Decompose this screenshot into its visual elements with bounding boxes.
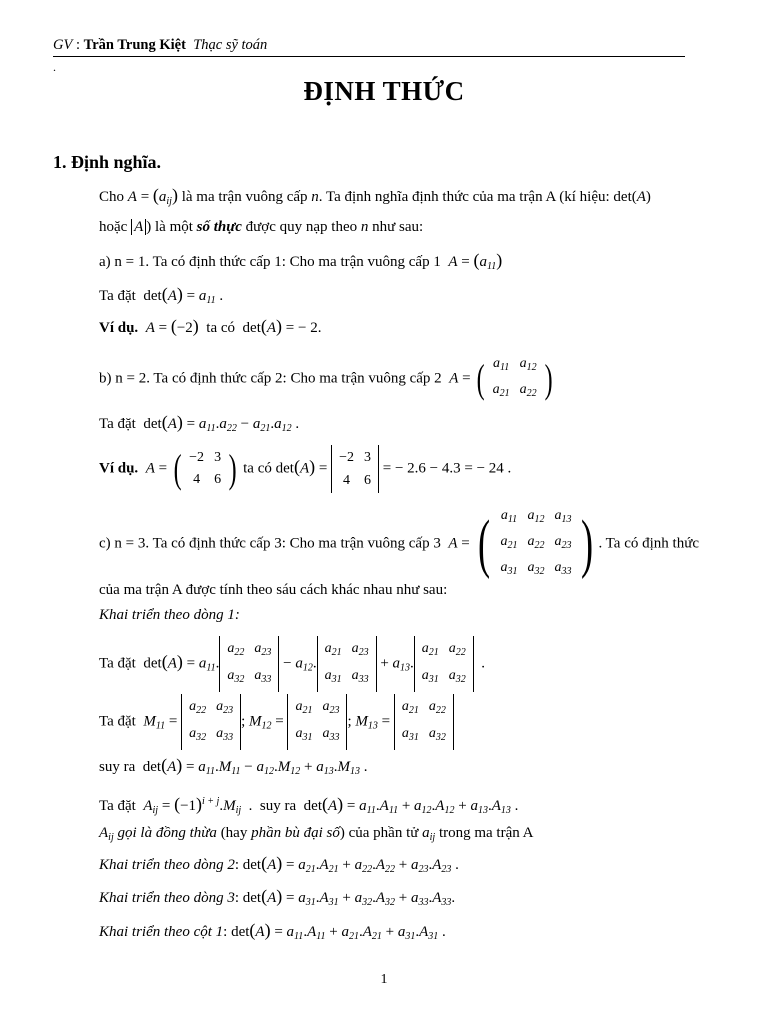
section-heading: 1. Định nghĩa. — [53, 152, 162, 172]
text: Ta đặt — [99, 713, 136, 730]
text: hoặc — [99, 219, 132, 235]
text: ) — [645, 189, 651, 205]
text: Khai triển theo dòng 3 — [99, 890, 235, 906]
text: a) n = 1. Ta có định thức cấp 1: Cho ma trận vuông cấp 1 — [99, 254, 441, 270]
example-1: Ví dụ. A = (−2) ta có det(A) = − 2. — [99, 316, 322, 336]
text: ) là một — [146, 219, 197, 235]
text: A — [636, 189, 646, 205]
case-n1-def: Ta đặt $\det(A) = a_{11}$ . — [99, 284, 224, 306]
text: n — [360, 219, 369, 235]
text: Khai triển theo dòng 2 — [99, 857, 235, 873]
text: được quy nạp theo — [241, 219, 361, 235]
case-n2-def: Ta đặt $\det(A) = a_{11}.a_{22} - a_{21}.a_{12}$ . — [99, 412, 300, 434]
text: đồng thừa — [155, 825, 217, 841]
cofactor-definition: Ta đặt $A_{ij} = (-1)^{i + j}.M_{ij}$ . suy ra $\det(A) = a_{11}.A_{11} + a_{12}.A_{12} + a_{13}.A_{13}$ . — [99, 794, 519, 816]
text: là ma trận vuông cấp — [177, 189, 312, 205]
text: n — [311, 189, 319, 205]
text: b) n = 2. Ta có định thức cấp 2: Cho ma trận vuông cấp 2 — [99, 370, 442, 387]
text: . Ta có định thức — [598, 535, 699, 552]
page-title: ĐỊNH THỨC — [303, 76, 465, 106]
text: Ta đặt — [99, 288, 136, 304]
text: Ta đặt — [99, 798, 136, 814]
text: Khai triển theo cột 1 — [99, 924, 224, 940]
minor-expansion: suy ra $\det(A) = a_{11}.M_{11} - a_{12}.M_{12} + a_{13}.M_{13}$ . — [99, 755, 368, 777]
text: như sau: — [368, 219, 424, 235]
text: (hay — [216, 825, 252, 841]
case-n3: c) n = 3. Ta có định thức cấp 3: Cho ma trận vuông cấp 3 A = ( $a_{11}$ $a_{12}$ $a_{13}$ $a_{21}$ $a_{22}$ $a_{23}$ $a_{31}$ $a_{32}$ $a_{33}$ ) . Ta có định thức — [99, 507, 699, 580]
text: Ta đặt — [99, 655, 136, 672]
text: suy ra — [259, 798, 297, 814]
header-sep: : — [72, 37, 84, 53]
expand-row1-title: Khai triển theo dòng 1: — [99, 607, 240, 623]
definition-line-1: Cho $A = (a_{ij})$ là ma trận vuông cấp n. Ta định nghĩa định thức của ma trận A (kí hiệu: det(A) — [99, 185, 651, 207]
text: ta có — [243, 460, 272, 477]
expand-col1: Khai triển theo cột 1: $\det(A) = a_{11}.A_{11} + a_{21}.A_{21} + a_{31}.A_{31}$ . — [99, 920, 446, 942]
definition-line-2: hoặc A ) là một số thực được quy nạp theo n như sau: — [99, 219, 424, 235]
text: ta có — [206, 320, 236, 336]
text: phần bù đại số — [251, 825, 340, 841]
header-dot: . — [53, 60, 56, 74]
header-author: Trần Trung Kiệt — [83, 37, 186, 53]
page-number: 1 — [380, 972, 388, 987]
text: suy ra — [99, 759, 136, 775]
example-2: Ví dụ. A = ( −2 3 4 6 ) ta có det(A) = −2 3 4 6 = − 2.6 − 4.3 = − 24 . — [99, 446, 512, 491]
text: ) của phần tử — [339, 825, 423, 841]
case-n2: b) n = 2. Ta có định thức cấp 2: Cho ma trận vuông cấp 2 A = ( $a_{11}$ $a_{12}$ $a_{21}$ $a_{22}$ ) — [99, 356, 553, 401]
text: c) n = 3. Ta có định thức cấp 3: Cho ma trận vuông cấp 3 — [99, 535, 441, 552]
text: Cho — [99, 189, 128, 205]
header-degree: Thạc sỹ toán — [193, 37, 268, 53]
text: gọi là — [117, 825, 156, 841]
page-header — [53, 37, 685, 57]
text: . Ta định nghĩa định thức của ma trận A (kí hiệu: det( — [318, 189, 637, 205]
text: Khai triển theo dòng 1 — [99, 607, 235, 623]
case-n3-line2: của ma trận A được tính theo sáu cách khác nhau như sau: — [99, 582, 448, 598]
cofactor-note: $A_{ij}$ gọi là đồng thừa (hay phần bù đại số) của phần tử $a_{ij}$ trong ma trận A — [99, 825, 534, 843]
text: trong ma trận A — [435, 825, 534, 841]
text: Ví dụ. — [99, 320, 139, 336]
minors-formula: Ta đặt $M_{11} = a_{22}$ $a_{23}$ $a_{32}$ $a_{33}$; $M_{12} = a_{21}$ $a_{23}$ $a_{31}$ $a_{33}$; $M_{13} = a_{21}$ $a_{22}$ $a_{31}$ $a_{32}$ — [99, 694, 454, 750]
expand-row1-formula: Ta đặt $\det(A) = a_{11}.a_{22}$ $a_{23}$ $a_{32}$ $a_{33} - a_{12}.a_{21}$ $a_{23}$ $a_{31}$ $a_{33} + a_{13}.a_{21}$ $a_{22}$ $a_{31}$ $a_{32}$ . — [99, 636, 485, 692]
header-gv: GV — [53, 37, 73, 53]
text: số thực — [196, 219, 242, 235]
text: Ta đặt — [99, 416, 136, 432]
case-n1: a) n = 1. Ta có định thức cấp 1: Cho ma trận vuông cấp 1 $A = (a_{11})$ — [99, 250, 503, 272]
expand-row2: Khai triển theo dòng 2: $\det(A) = a_{21}.A_{21} + a_{22}.A_{22} + a_{23}.A_{23}$ . — [99, 853, 459, 875]
text: = − 2.6 − 4.3 = − 24 . — [382, 460, 512, 477]
expand-row3: Khai triển theo dòng 3: $\det(A) = a_{31}.A_{31} + a_{32}.A_{32} + a_{33}.A_{33}$. — [99, 886, 456, 908]
text: Ví dụ. — [99, 460, 139, 477]
